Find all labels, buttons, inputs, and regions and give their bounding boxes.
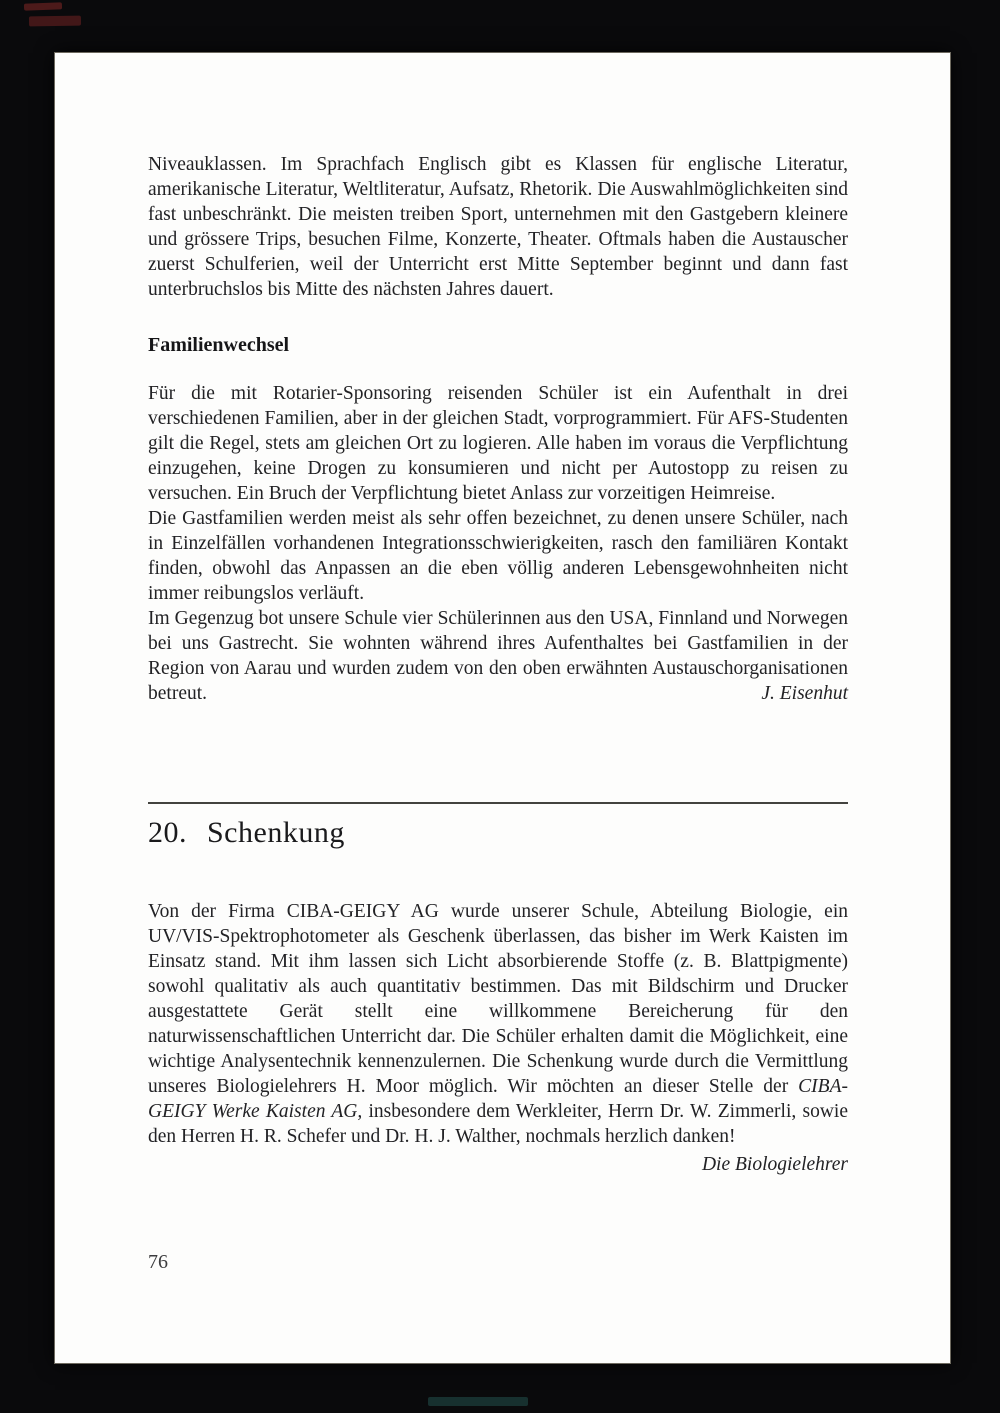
paragraph-text: Im Gegenzug bot unsere Schule vier Schülerinnen aus den USA, Finnland und Norwegen bei uns Gastrecht. Sie wohnten während ihres Aufenthaltes bei Gastfamilien in der Region von Aarau und wurden zudem von den oben erwähnten Austauschorganisationen betreut.: [148, 608, 848, 704]
scan-artifact-red-mark: [24, 2, 62, 10]
document-page: [55, 53, 950, 1363]
familienwechsel-paragraph-3: [148, 606, 848, 706]
section-heading-familienwechsel: Familienwechsel: [148, 334, 290, 356]
signature-eisenhut: J. Eisenhut: [761, 683, 848, 704]
schenkung-paragraph: [148, 899, 848, 1149]
company-name-italic: CIBA-GEIGY Werke Kaisten AG,: [148, 1076, 848, 1122]
signature-biologielehrer: Die Biologielehrer: [701, 1154, 848, 1175]
section-divider-rule: [148, 802, 848, 804]
chapter-heading-schenkung: [148, 816, 848, 849]
chapter-number: 20.: [148, 816, 187, 849]
paragraph-text: Von der Firma CIBA-GEIGY AG wurde unserer Schule, Abteilung Biologie, ein UV/VIS-Spektrophotometer als Geschenk überlassen, das bisher im Werk Kaisten im Einsatz stand. Mit ihm lassen sich Licht absorbierende Stoffe (z. B. Blattpigmente) sowohl qualitativ als auch quantitativ bestimmen. Das mit Bildschirm und Drucker ausgestattete Gerät stellt eine willkommene Bereicherung für den naturwissenschaftlichen Unterricht dar. Die Schüler erhalten damit die Möglichkeit, eine wichtige Analysentechnik kennenzulernen. Die Schenkung wurde durch die Vermittlung unseres Biologielehrers H. Moor möglich. Wir möchten an dieser Stelle der: [148, 901, 848, 1097]
familienwechsel-paragraph-1: Für die mit Rotarier-Sponsoring reisenden Schüler ist ein Aufenthalt in drei verschiedenen Familien, aber in der gleichen Stadt, vorprogrammiert. Für AFS-Studenten gilt die Regel, stets am gleichen Ort zu logieren. Alle haben im voraus die Verpflichtung einzugehen, keine Drogen zu konsumieren und nicht per Autostopp zu reisen zu versuchen. Ein Bruch der Verpflichtung bietet Anlass zur vorzeitigen Heimreise.: [148, 383, 848, 504]
paragraph-text: insbesondere dem Werkleiter, Herrn Dr. W. Zimmerli, sowie den Herren H. R. Schefer und Dr. H. J. Walther, nochmals herzlich danken!: [148, 1101, 848, 1147]
page-number: 76: [148, 1251, 168, 1273]
familienwechsel-paragraph-2: Die Gastfamilien werden meist als sehr offen bezeichnet, zu denen unsere Schüler, nach in Einzelfällen vorhandenen Integrationsschwierigkeiten, rasch den familiären Kontakt finden, obwohl das Anpassen an die eben völlig anderen Lebensgewohnheiten nicht immer reibungslos verläuft.: [148, 508, 848, 604]
scan-artifact-teal-mark: [428, 1397, 528, 1406]
intro-paragraph: Niveauklassen. Im Sprachfach Englisch gibt es Klassen für englische Literatur, amerikanische Literatur, Weltliteratur, Aufsatz, Rhetorik. Die Auswahlmöglichkeiten sind fast unbeschränkt. Die meisten treiben Sport, unternehmen mit den Gastgebern kleinere und grössere Trips, besuchen Filme, Konzerte, Theater. Oftmals haben die Austauscher zuerst Schulferien, weil der Unterricht erst Mitte September beginnt und dann fast unterbruchslos bis Mitte des nächsten Jahres dauert.: [148, 154, 848, 300]
page-body: [148, 152, 848, 1177]
chapter-title: Schenkung: [207, 816, 345, 849]
scan-artifact-red-mark: [29, 16, 81, 27]
